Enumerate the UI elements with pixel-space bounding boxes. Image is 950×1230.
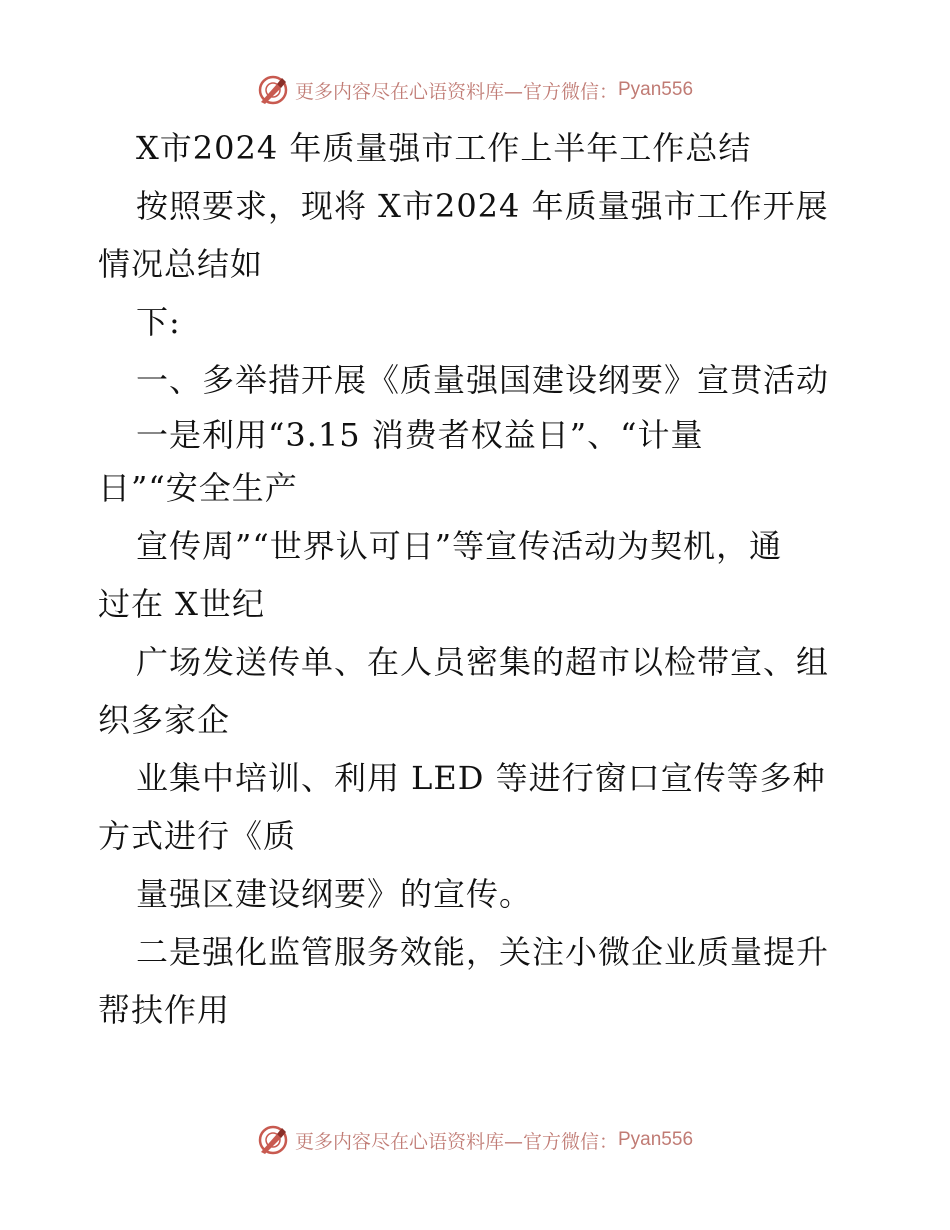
paragraph-line: 二是强化监管服务效能，关注小微企业质量提升 <box>136 933 830 971</box>
header-watermark <box>0 70 950 110</box>
document-body <box>98 120 858 1040</box>
header-watermark-text: 更多内容尽在心语资料库—官方微信： <box>294 80 618 103</box>
paragraph-line: 日”“安全生产 <box>98 469 298 507</box>
paragraph-line: 帮扶作用 <box>98 991 231 1029</box>
paragraph-line: 广场发送传单、在人员密集的超市以检带宣、组 <box>136 643 830 681</box>
pen-logo-icon <box>257 74 289 106</box>
paragraph-line: 业集中培训、利用 LED 等进行窗口宣传等多种 <box>136 759 826 797</box>
paragraph-line: 过在 X世纪 <box>98 585 265 623</box>
paragraph-line: 宣传周”“世界认可日”等宣传活动为契机，通 <box>136 527 783 565</box>
header-wechat-id: Pyan556 <box>618 79 694 100</box>
footer-wechat-id: Pyan556 <box>618 1129 694 1150</box>
paragraph-line: 量强区建设纲要》的宣传。 <box>136 875 533 913</box>
paragraph-line: 织多家企 <box>98 701 231 739</box>
paragraph-line: 情况总结如 <box>98 245 264 283</box>
section-heading: 一、多举措开展《质量强国建设纲要》宣贯活动 <box>136 361 830 399</box>
footer-watermark-text: 更多内容尽在心语资料库—官方微信： <box>294 1130 618 1153</box>
pen-logo-icon <box>257 1124 289 1156</box>
paragraph-line: 一是利用“3.15 消费者权益日”、“计量 <box>136 416 704 454</box>
paragraph-line: 下: <box>136 303 181 341</box>
paragraph-line: 方式进行《质 <box>98 817 297 855</box>
paragraph-line: 按照要求，现将 X市2024 年质量强市工作开展 <box>136 187 829 225</box>
footer-watermark <box>0 1120 950 1160</box>
document-title: X市2024 年质量强市工作上半年工作总结 <box>136 129 752 167</box>
